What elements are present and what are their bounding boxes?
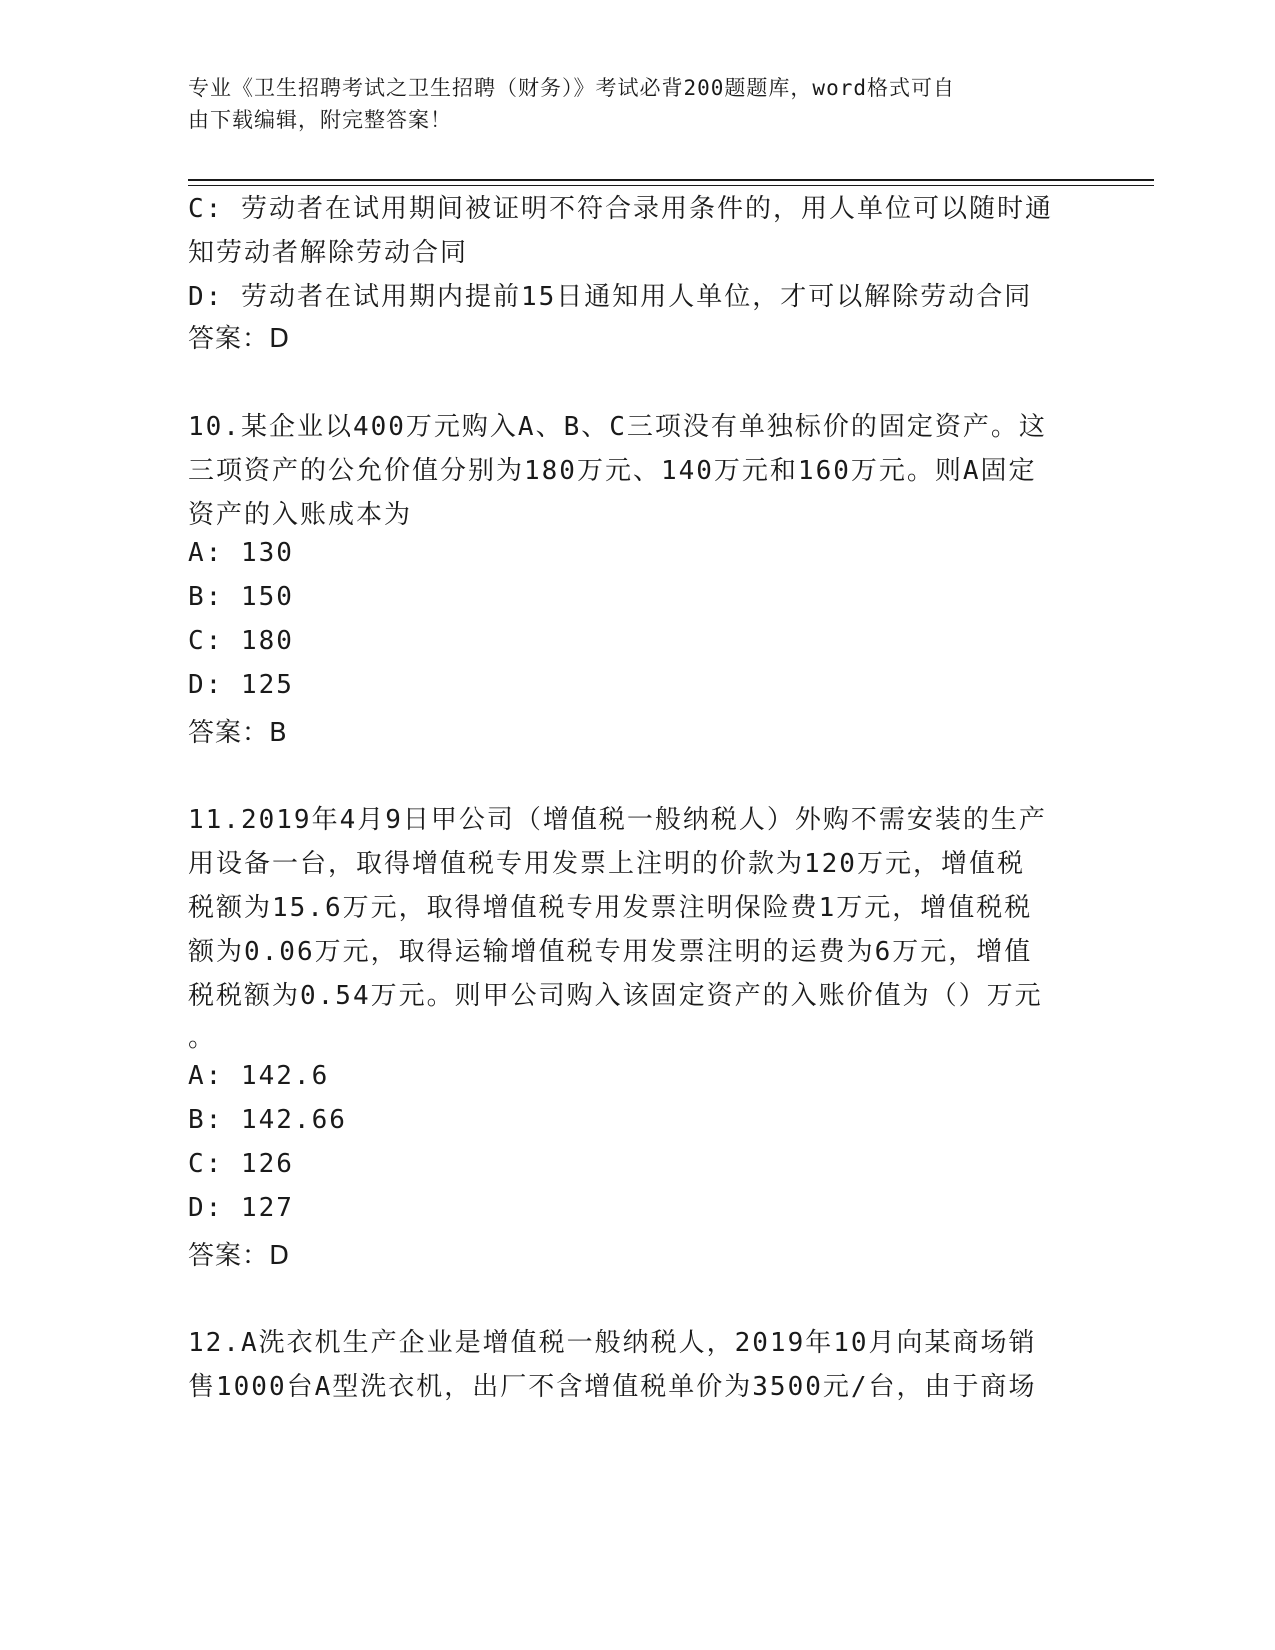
- q11-option-b: B: 142.66: [188, 1105, 347, 1135]
- q9-option-c-line-1: C: 劳动者在试用期间被证明不符合录用条件的，用人单位可以随时通: [188, 194, 1053, 224]
- q11-stem-line-4: 额为0.06万元，取得运输增值税专用发票注明的运费为6万元，增值: [188, 937, 1033, 967]
- q12-stem-line-1: 12.A洗衣机生产企业是增值税一般纳税人，2019年10月向某商场销: [188, 1328, 1037, 1358]
- q11-option-d: D: 127: [188, 1193, 294, 1223]
- q11-stem-line-6: 。: [188, 1023, 217, 1053]
- q11-stem-line-3: 税额为15.6万元，取得增值税专用发票注明保险费1万元，增值税税: [188, 893, 1033, 923]
- q9-option-d: D: 劳动者在试用期内提前15日通知用人单位，才可以解除劳动合同: [188, 282, 1033, 312]
- q10-option-d: D: 125: [188, 670, 294, 700]
- q11-option-c: C: 126: [188, 1149, 294, 1179]
- q11-stem-line-1: 11.2019年4月9日甲公司（增值税一般纳税人）外购不需安装的生产: [188, 805, 1047, 835]
- q12-stem-line-2: 售1000台A型洗衣机，出厂不含增值税单价为3500元/台，由于商场: [188, 1372, 1037, 1402]
- q10-option-c: C: 180: [188, 626, 294, 656]
- document-header: [188, 72, 1068, 136]
- q9-answer: 答案：D: [188, 324, 291, 354]
- q11-stem-line-5: 税税额为0.54万元。则甲公司购入该固定资产的入账价值为（）万元: [188, 981, 1043, 1011]
- q11-answer: 答案：D: [188, 1241, 291, 1271]
- header-rule-thick: [188, 179, 1154, 181]
- q10-option-b: B: 150: [188, 582, 294, 612]
- q11-option-a: A: 142.6: [188, 1061, 330, 1091]
- q9-option-c-line-2: 知劳动者解除劳动合同: [188, 238, 469, 268]
- q10-answer: 答案：B: [188, 718, 288, 748]
- header-rule-thin: [188, 185, 1154, 186]
- q10-stem-line-1: 10.某企业以400万元购入A、B、C三项没有单独标价的固定资产。这: [188, 412, 1047, 442]
- q10-option-a: A: 130: [188, 538, 294, 568]
- header-line-2: 由下载编辑，附完整答案！: [188, 108, 452, 132]
- q11-stem-line-2: 用设备一台，取得增值税专用发票上注明的价款为120万元，增值税: [188, 849, 1025, 879]
- q10-stem-line-3: 资产的入账成本为: [188, 500, 413, 530]
- q10-stem-line-2: 三项资产的公允价值分别为180万元、140万元和160万元。则A固定: [188, 456, 1037, 486]
- header-line-1: 专业《卫生招聘考试之卫生招聘（财务）》考试必背200题题库，word格式可自: [188, 76, 955, 100]
